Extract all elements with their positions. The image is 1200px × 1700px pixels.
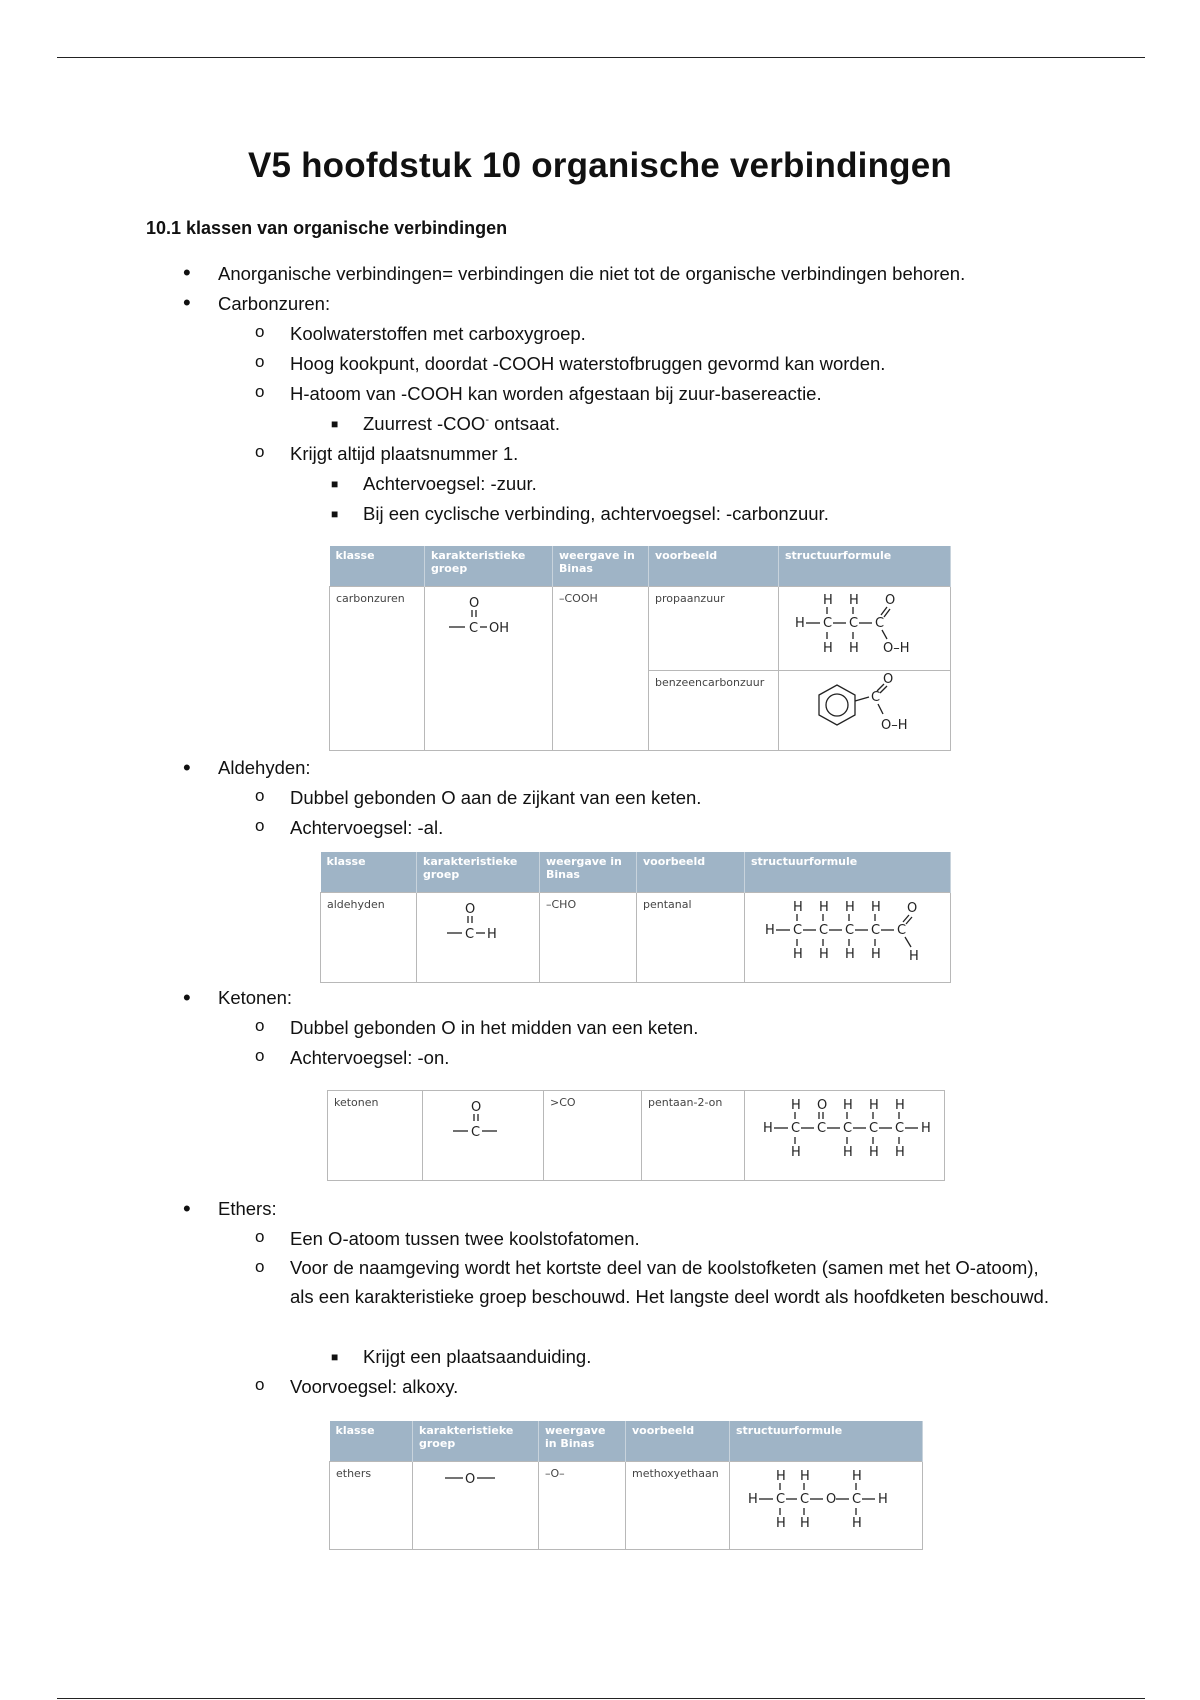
methoxyethaan-structure — [730, 1462, 921, 1546]
ethers-table — [329, 1421, 923, 1550]
header-weergave-binas: weergave in Binas — [553, 546, 649, 587]
cell-voorbeeld: methoxyethaan — [626, 1462, 730, 1550]
svg-text:O: O — [826, 1492, 837, 1507]
table-row — [330, 1462, 923, 1550]
header-klasse: klasse — [330, 1421, 413, 1462]
cell-structuurformule — [745, 1091, 945, 1181]
svg-text:H: H — [895, 1098, 905, 1113]
pentaan-2-on-structure — [745, 1091, 943, 1177]
svg-text:C: C — [843, 1121, 853, 1136]
svg-text:O: O — [885, 593, 896, 608]
svg-text:H: H — [871, 900, 881, 915]
table-row — [330, 587, 951, 671]
svg-text:H: H — [800, 1469, 810, 1484]
sub-list-item: Achtervoegsel: -on. — [290, 1047, 450, 1068]
list-item-aldehyden: Aldehyden: — [218, 757, 311, 778]
svg-text:H: H — [909, 949, 919, 964]
bullet-marker: • — [183, 755, 191, 780]
svg-text:H: H — [849, 593, 859, 608]
top-rule — [57, 57, 1145, 58]
circle-bullet-icon: o — [255, 786, 265, 805]
svg-text:H: H — [793, 900, 803, 915]
header-karakteristieke-groep: karakteristieke groep — [417, 852, 540, 893]
svg-text:C: C — [793, 923, 803, 938]
ether-group-formula — [413, 1462, 537, 1502]
svg-text:H: H — [819, 900, 829, 915]
cell-karakteristieke-groep — [425, 587, 553, 751]
header-klasse: klasse — [330, 546, 425, 587]
svg-text:C: C — [819, 923, 829, 938]
svg-text:H: H — [800, 1516, 810, 1531]
svg-text:C: C — [897, 923, 907, 938]
svg-text:O: O — [469, 596, 480, 611]
svg-text:C: C — [852, 1492, 862, 1507]
svg-text:H: H — [878, 1492, 888, 1507]
page-title: V5 hoofdstuk 10 organische verbindingen — [247, 146, 953, 185]
svg-text:H: H — [849, 641, 859, 656]
cell-klasse: aldehyden — [321, 893, 417, 983]
cell-binas: –O– — [539, 1462, 626, 1550]
cell-structuurformule — [779, 587, 951, 671]
list-item-ketonen: Ketonen: — [218, 987, 293, 1008]
svg-text:H: H — [776, 1469, 786, 1484]
svg-text:H: H — [795, 616, 805, 631]
cell-klasse: ethers — [330, 1462, 413, 1550]
svg-text:H: H — [776, 1516, 786, 1531]
svg-text:H: H — [843, 1145, 853, 1160]
svg-text:H: H — [763, 1121, 773, 1136]
sub-sub-list-item: Bij een cyclische verbinding, achtervoegsel: -carbonzuur. — [363, 503, 829, 524]
sub-list-item: Een O-atoom tussen twee koolstofatomen. — [290, 1228, 640, 1249]
circle-bullet-icon: o — [255, 1227, 265, 1246]
svg-text:C: C — [845, 923, 855, 938]
carbonzuren-table — [329, 546, 951, 751]
keton-group-formula — [423, 1091, 542, 1145]
bullet-marker: • — [183, 290, 191, 315]
header-karakteristieke-groep: karakteristieke groep — [425, 546, 553, 587]
header-weergave-binas: weergave in Binas — [540, 852, 637, 893]
cell-binas: >CO — [544, 1091, 642, 1181]
sub-list-item: Voorvoegsel: alkoxy. — [290, 1376, 459, 1397]
svg-text:O: O — [465, 1472, 476, 1487]
svg-text:O: O — [471, 1100, 482, 1115]
cell-voorbeeld: pentanal — [637, 893, 745, 983]
svg-text:C: C — [871, 690, 881, 705]
cell-karakteristieke-groep — [413, 1462, 539, 1550]
square-bullet-icon: ■ — [331, 477, 339, 491]
svg-text:H: H — [845, 947, 855, 962]
svg-text:H: H — [823, 593, 833, 608]
aldehyde-group-formula — [417, 893, 538, 947]
sub-list-item: H-atoom van -COOH kan worden afgestaan bij zuur-basereactie. — [290, 383, 822, 404]
circle-bullet-icon: o — [255, 322, 265, 341]
square-bullet-icon: ■ — [331, 507, 339, 521]
cell-klasse: ketonen — [328, 1091, 423, 1181]
square-bullet-icon: ■ — [331, 417, 339, 431]
header-structuurformule: structuurformule — [745, 852, 951, 893]
svg-text:C: C — [895, 1121, 905, 1136]
cell-structuurformule — [730, 1462, 923, 1550]
sub-sub-list-item: Krijgt een plaatsaanduiding. — [363, 1346, 592, 1367]
svg-text:C: C — [871, 923, 881, 938]
cell-voorbeeld: propaanzuur — [649, 587, 779, 671]
cell-voorbeeld: pentaan-2-on — [642, 1091, 745, 1181]
sub-list-item: Dubbel gebonden O aan de zijkant van een keten. — [290, 787, 702, 808]
cell-structuurformule — [779, 671, 951, 751]
table-header-row — [330, 546, 951, 587]
circle-bullet-icon: o — [255, 1046, 265, 1065]
bullet-marker: • — [183, 985, 191, 1010]
table-row — [328, 1091, 945, 1181]
svg-text:O–H: O–H — [883, 641, 910, 656]
header-structuurformule: structuurformule — [730, 1421, 923, 1462]
svg-text:C: C — [465, 927, 475, 942]
svg-text:C: C — [800, 1492, 810, 1507]
svg-text:O: O — [817, 1098, 828, 1113]
svg-text:H: H — [852, 1516, 862, 1531]
svg-text:C: C — [869, 1121, 879, 1136]
svg-text:H: H — [793, 947, 803, 962]
bullet-marker: • — [183, 1196, 191, 1221]
table-row — [321, 893, 951, 983]
circle-bullet-icon: o — [255, 442, 265, 461]
svg-text:OH: OH — [489, 621, 510, 636]
list-item: Anorganische verbindingen= verbindingen die niet tot de organische verbindingen behoren. — [218, 263, 966, 284]
circle-bullet-icon: o — [255, 1016, 265, 1035]
header-klasse: klasse — [321, 852, 417, 893]
cell-klasse: carbonzuren — [330, 587, 425, 751]
svg-text:H: H — [791, 1145, 801, 1160]
cell-structuurformule — [745, 893, 951, 983]
svg-text:C: C — [469, 621, 479, 636]
svg-text:C: C — [776, 1492, 786, 1507]
svg-text:H: H — [845, 900, 855, 915]
sub-list-item: Voor de naamgeving wordt het kortste deel van de koolstofketen (samen met het O-atoom), als een karakteristieke groep beschouwd. Het langste deel wordt als hoofdketen beschouwd. — [290, 1257, 1049, 1307]
circle-bullet-icon: o — [255, 352, 265, 371]
svg-text:C: C — [875, 616, 885, 631]
circle-bullet-icon: o — [255, 382, 265, 401]
bullet-marker: • — [183, 260, 191, 285]
table-header-row — [321, 852, 951, 893]
bottom-rule — [57, 1698, 1145, 1699]
circle-bullet-icon: o — [255, 816, 265, 835]
svg-text:O: O — [465, 902, 476, 917]
svg-text:H: H — [869, 1145, 879, 1160]
header-karakteristieke-groep: karakteristieke groep — [413, 1421, 539, 1462]
header-structuurformule: structuurformule — [779, 546, 951, 587]
svg-text:C: C — [817, 1121, 827, 1136]
cell-binas: –COOH — [553, 587, 649, 751]
header-voorbeeld: voorbeeld — [637, 852, 745, 893]
svg-text:H: H — [869, 1098, 879, 1113]
sub-list-item: Hoog kookpunt, doordat -COOH waterstofbruggen gevormd kan worden. — [290, 353, 886, 374]
svg-text:H: H — [921, 1121, 931, 1136]
header-weergave-binas: weergave in Binas — [539, 1421, 626, 1462]
propaanzuur-structure — [779, 587, 949, 667]
svg-text:H: H — [843, 1098, 853, 1113]
header-voorbeeld: voorbeeld — [649, 546, 779, 587]
table-header-row — [330, 1421, 923, 1462]
svg-text:H: H — [748, 1492, 758, 1507]
svg-text:C: C — [849, 616, 859, 631]
svg-text:H: H — [791, 1098, 801, 1113]
sub-list-item: Krijgt altijd plaatsnummer 1. — [290, 443, 519, 464]
svg-text:C: C — [471, 1125, 481, 1140]
carboxy-group-formula — [425, 587, 551, 637]
ketonen-table — [327, 1090, 945, 1181]
list-item-ethers: Ethers: — [218, 1198, 277, 1219]
sub-sub-list-item: Zuurrest -COO- ontsaat. — [363, 413, 560, 434]
cell-karakteristieke-groep — [417, 893, 540, 983]
sub-sub-list-item: Achtervoegsel: -zuur. — [363, 473, 537, 494]
aldehyden-table — [320, 852, 951, 983]
svg-text:H: H — [895, 1145, 905, 1160]
list-item-carbonzuren: Carbonzuren: — [218, 293, 331, 314]
sub-list-item: Koolwaterstoffen met carboxygroep. — [290, 323, 586, 344]
svg-text:C: C — [823, 616, 833, 631]
sub-list-item: Achtervoegsel: -al. — [290, 817, 444, 838]
cell-voorbeeld: benzeencarbonzuur — [649, 671, 779, 751]
svg-text:H: H — [765, 923, 775, 938]
svg-text:H: H — [852, 1469, 862, 1484]
svg-text:O–H: O–H — [881, 718, 908, 733]
header-voorbeeld: voorbeeld — [626, 1421, 730, 1462]
svg-text:O: O — [883, 672, 894, 687]
square-bullet-icon: ■ — [331, 1350, 339, 1364]
circle-bullet-icon: o — [255, 1375, 265, 1394]
svg-text:C: C — [791, 1121, 801, 1136]
section-heading: 10.1 klassen van organische verbindingen — [146, 218, 508, 238]
svg-text:H: H — [819, 947, 829, 962]
svg-text:H: H — [823, 641, 833, 656]
cell-karakteristieke-groep — [423, 1091, 544, 1181]
svg-text:H: H — [487, 927, 497, 942]
cell-binas: –CHO — [540, 893, 637, 983]
pentanal-structure — [745, 893, 949, 979]
circle-bullet-icon: o — [255, 1257, 265, 1276]
svg-text:H: H — [871, 947, 881, 962]
svg-text:O: O — [907, 901, 918, 916]
benzeencarbonzuur-structure — [779, 671, 949, 747]
sub-list-item: Dubbel gebonden O in het midden van een keten. — [290, 1017, 699, 1038]
